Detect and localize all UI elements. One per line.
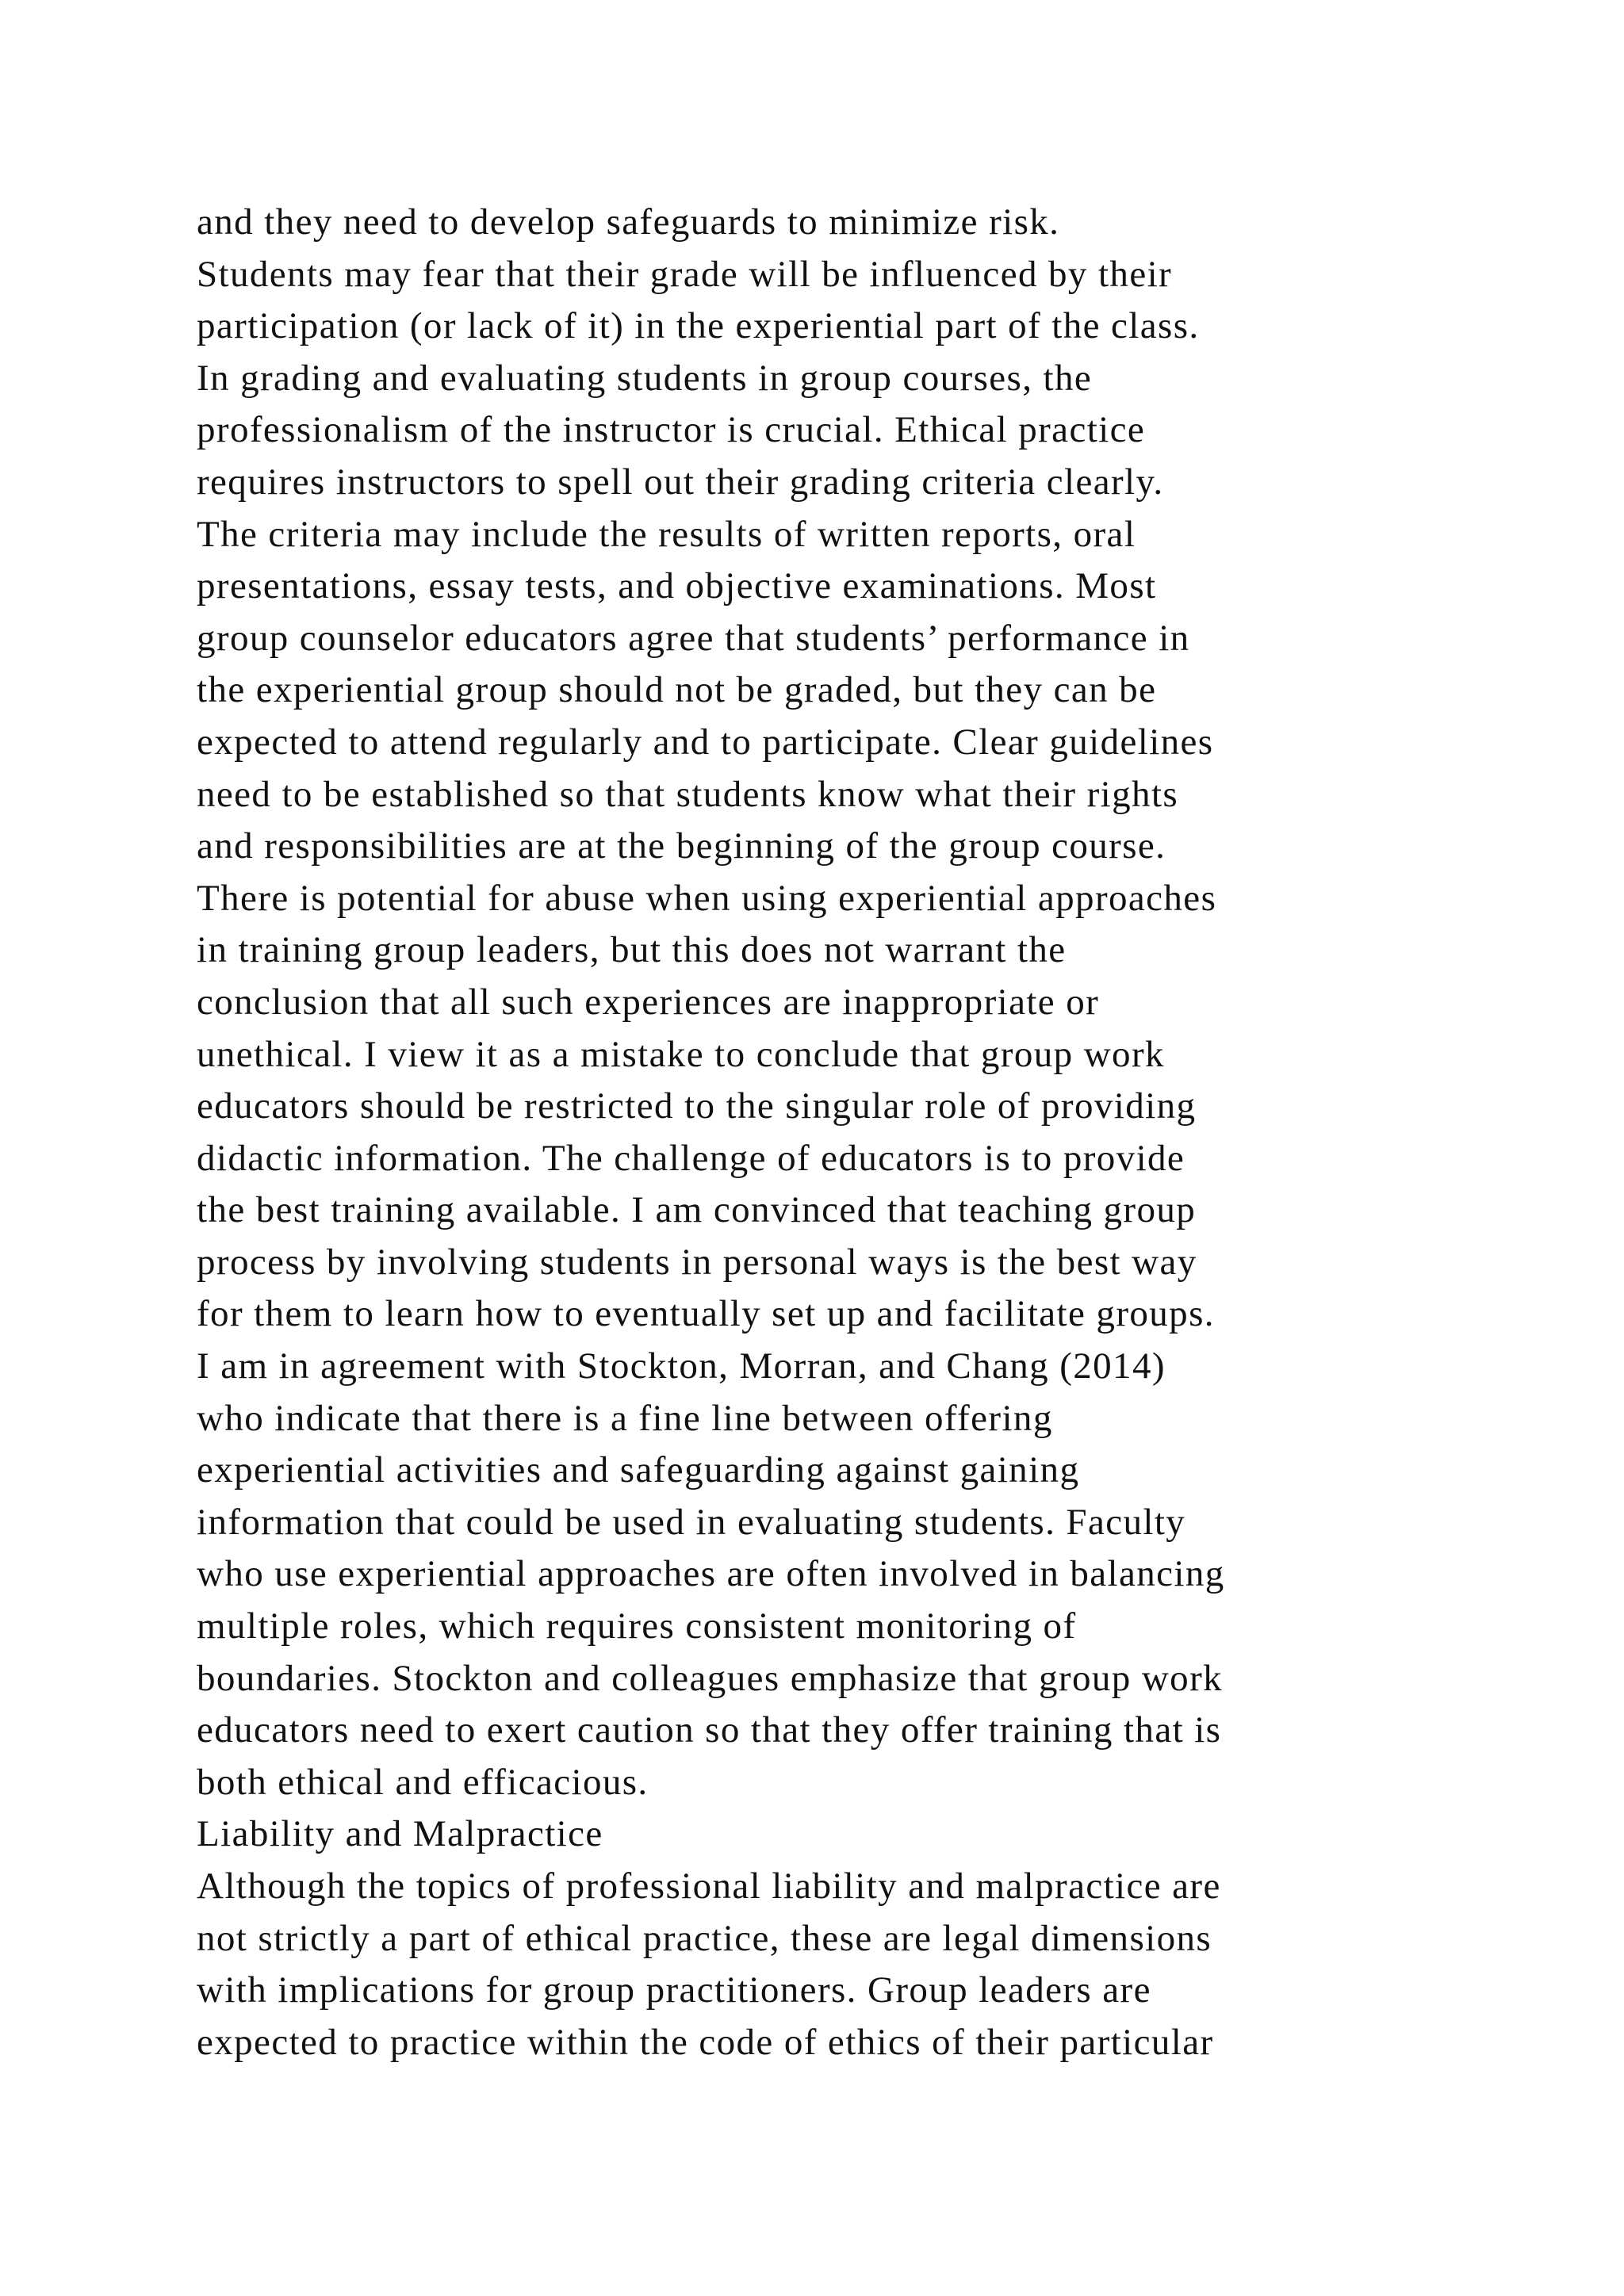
section-heading: Liability and Malpractice (197, 1813, 603, 1855)
text-line: the best training available. I am convinced that teaching group (197, 1189, 1197, 1231)
text-line: for them to learn how to eventually set up and facilitate groups. (197, 1293, 1215, 1335)
text-line: experiential activities and safeguarding against gaining (197, 1449, 1080, 1491)
text-line: information that could be used in evaluating students. Faculty (197, 1501, 1186, 1543)
text-line: and they need to develop safeguards to minimize risk. (197, 201, 1060, 243)
text-line: professionalism of the instructor is crucial. Ethical practice (197, 409, 1146, 451)
text-line: who use experiential approaches are often involved in balancing (197, 1553, 1225, 1595)
text-line: Although the topics of professional liability and malpractice are (197, 1866, 1221, 1907)
text-line: I am in agreement with Stockton, Morran, and Chang (2014) (197, 1345, 1166, 1387)
text-line: in training group leaders, but this does not warrant the (197, 929, 1067, 971)
text-line: educators should be restricted to the singular role of providing (197, 1085, 1197, 1127)
text-line: not strictly a part of ethical practice, these are legal dimensions (197, 1917, 1212, 1959)
text-line: group counselor educators agree that students’ performance in (197, 617, 1190, 659)
text-line: Students may fear that their grade will be influenced by their (197, 253, 1173, 295)
text-line: There is potential for abuse when using experiential approaches (197, 877, 1217, 919)
text-line: process by involving students in personal ways is the best way (197, 1241, 1197, 1283)
text-line: multiple roles, which requires consistent monitoring of (197, 1605, 1077, 1647)
text-line: and responsibilities are at the beginning of the group course. (197, 825, 1166, 867)
text-line: both ethical and efficacious. (197, 1761, 649, 1803)
text-line: participation (or lack of it) in the experiential part of the class. (197, 305, 1200, 347)
text-line: who indicate that there is a fine line between offering (197, 1397, 1053, 1439)
text-line: educators need to exert caution so that they offer training that is (197, 1709, 1222, 1751)
text-line: expected to practice within the code of ethics of their particular (197, 2021, 1214, 2063)
text-line: need to be established so that students know what their rights (197, 773, 1179, 815)
text-line: The criteria may include the results of written reports, oral (197, 513, 1136, 555)
text-line: unethical. I view it as a mistake to conclude that group work (197, 1033, 1165, 1075)
text-line: didactic information. The challenge of educators is to provide (197, 1137, 1185, 1179)
body-text (197, 197, 1513, 2068)
text-line: presentations, essay tests, and objective examinations. Most (197, 565, 1157, 607)
text-line: conclusion that all such experiences are inappropriate or (197, 981, 1100, 1023)
text-line: requires instructors to spell out their grading criteria clearly. (197, 461, 1164, 503)
text-line: with implications for group practitioners. Group leaders are (197, 1969, 1151, 2011)
text-line: expected to attend regularly and to participate. Clear guidelines (197, 721, 1214, 763)
text-line: boundaries. Stockton and colleagues emphasize that group work (197, 1657, 1224, 1699)
text-line: the experiential group should not be graded, but they can be (197, 669, 1157, 711)
text-line: In grading and evaluating students in group courses, the (197, 357, 1093, 399)
